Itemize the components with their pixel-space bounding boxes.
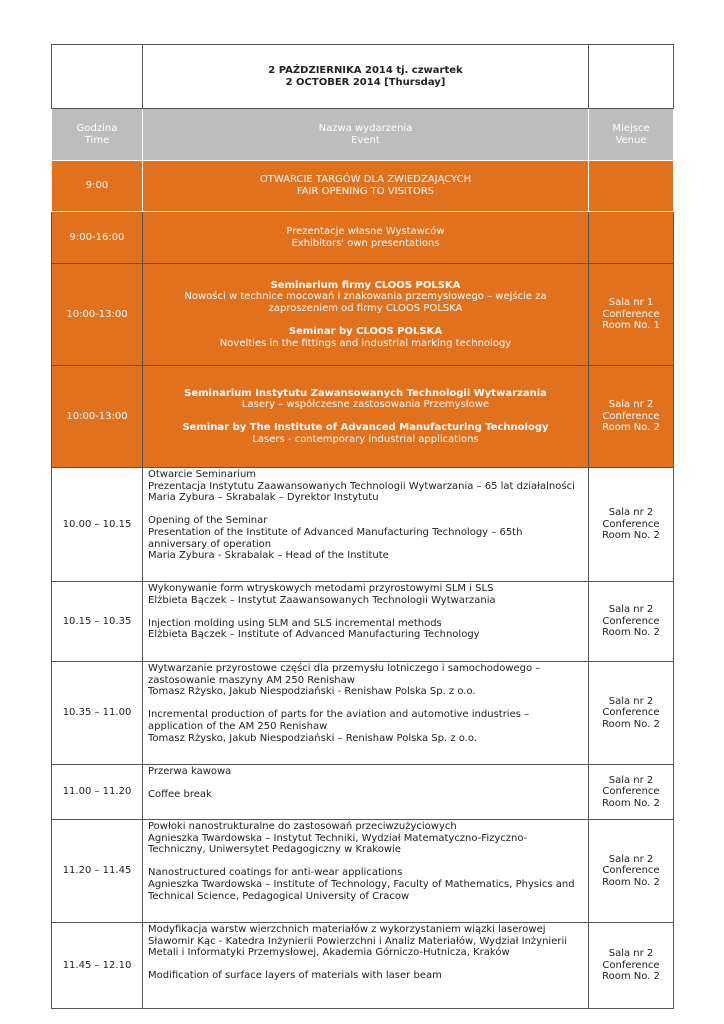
event-cell (143, 582, 589, 662)
venue-line: Room No. 2 (602, 718, 660, 730)
venue-cell (589, 923, 674, 1009)
event-cell (143, 212, 589, 264)
event-desc-pl: Nowości w technice mocowań i znakowania przemysłowego – wejście za zaproszeniem od firmy CLOOS POLSKA (184, 291, 547, 314)
date-cell (143, 45, 589, 109)
event-line-en: Agnieszka Twardowska – Institute of Technology, Faculty of Mathematics, Physics and Technical Science, Pedagogical University of Cracow (148, 878, 575, 902)
event-line-en: Opening of the Seminar (148, 515, 268, 527)
spacer (148, 778, 583, 790)
event-cell (143, 820, 589, 923)
venue-line: Conference (602, 786, 660, 798)
event-column-header (143, 109, 589, 161)
time-cell: 9:00-16:00 (52, 212, 143, 264)
event-line-pl: Modyfikacja warstw wierzchnich materiałów z wykorzystaniem wiązki laserowej (148, 924, 546, 935)
venue-line: Room No. 2 (602, 876, 660, 888)
time-cell: 10.15 – 10.35 (52, 582, 143, 662)
event-line-pl: Elżbieta Bączek – Instytut Zaawansowanych Technologii Wytwarzania (148, 594, 496, 606)
event-line-en: Injection molding using SLM and SLS incremental methods (148, 617, 442, 629)
event-title-pl: Seminarium Instytutu Zawansowanych Technologii Wytwarzania (184, 387, 547, 399)
venue-line: Room No. 2 (602, 422, 660, 434)
time-cell: 10:00-13:00 (52, 264, 143, 366)
venue-line: Room No. 2 (602, 797, 660, 809)
venue-header-en: Venue (615, 134, 647, 146)
table-row (52, 765, 674, 820)
venue-line: Sala nr 2 (608, 948, 654, 960)
spacer (149, 315, 582, 327)
time-cell: 11.00 – 11.20 (52, 765, 143, 820)
event-line-pl: Prezentacja Instytutu Zaawansowanych Technologii Wytwarzania – 65 lat działalności (148, 480, 575, 492)
event-title-en: Seminar by CLOOS POLSKA (288, 326, 443, 338)
empty-cell (589, 45, 674, 109)
venue-line: Sala nr 2 (608, 399, 654, 411)
event-cell (143, 765, 589, 820)
time-cell: 10:00-13:00 (52, 366, 143, 468)
venue-line: Sala nr 2 (608, 695, 654, 707)
event-line-pl: Przerwa kawowa (148, 766, 232, 777)
event-title-en: Seminar by The Institute of Advanced Manufacturing Technology (182, 422, 549, 434)
spacer (148, 698, 583, 710)
event-line-pl: Maria Zybura – Skrabalak – Dyrektor Instytutu (148, 492, 379, 504)
venue-cell (589, 366, 674, 468)
spacer (148, 504, 583, 516)
event-cell (143, 366, 589, 468)
time-cell: 10.00 – 10.15 (52, 468, 143, 582)
venue-line: Sala nr 2 (608, 774, 654, 786)
event-line-pl: Sławomir Kąc - Katedra Inżynierii Powierzchni i Analiz Materiałów, Wydział Inżynierii Metali i Informatyki Przemysłowej, Akademia Górniczo-Hutnicza, Kraków (148, 935, 568, 959)
venue-line: Room No. 2 (602, 530, 660, 542)
event-line-en: Exhibitors' own presentations (291, 237, 440, 249)
event-line-pl: Prezentacje własne Wystawców (286, 225, 445, 237)
time-cell: 11.20 – 11.45 (52, 820, 143, 923)
time-column-header (52, 109, 143, 161)
time-cell: 9:00 (52, 161, 143, 212)
table-row (52, 366, 674, 468)
event-line-pl: Wykonywanie form wtryskowych metodami przyrostowymi SLM i SLS (148, 583, 494, 594)
event-line-pl: Powłoki nanostrukturalne do zastosowań przeciwzużyciowych (148, 821, 457, 832)
venue-line: Conference (602, 615, 660, 627)
spacer (148, 606, 583, 618)
event-line-en: Modification of surface layers of materials with laser beam (148, 970, 442, 982)
venue-line: Sala nr 2 (608, 604, 654, 616)
venue-cell (589, 765, 674, 820)
schedule-table (51, 44, 674, 1009)
event-cell (143, 161, 589, 212)
event-cell (143, 923, 589, 1009)
venue-line: Conference (602, 308, 660, 320)
table-row (52, 161, 674, 212)
table-row (52, 468, 674, 582)
venue-cell (589, 264, 674, 366)
spacer (148, 959, 583, 971)
event-line-pl: Wytwarzanie przyrostowe części dla przemysłu lotniczego i samochodowego – zastosowanie maszyny AM 250 Renishaw (148, 663, 541, 686)
event-header-pl: Nazwa wydarzenia (318, 122, 413, 134)
venue-column-header (589, 109, 674, 161)
table-row (52, 582, 674, 662)
spacer (149, 411, 582, 423)
time-header-en: Time (84, 134, 110, 146)
venue-line: Conference (602, 518, 660, 530)
table-row (52, 662, 674, 765)
event-desc-en: Lasers - contemporary industrial applications (252, 433, 479, 445)
event-line-pl: Tomasz Rżysko, Jakub Niespodziański - Renishaw Polska Sp. z o.o. (148, 686, 476, 698)
event-line-en: Coffee break (148, 789, 212, 801)
venue-line: Conference (602, 959, 660, 971)
event-line-en: Tomasz Rżysko, Jakub Niespodziański – Renishaw Polska Sp. z o.o. (148, 732, 477, 744)
venue-header-pl: Miejsce (612, 122, 650, 134)
time-cell: 11.45 – 12.10 (52, 923, 143, 1009)
event-line-en: Incremental production of parts for the aviation and automotive industries – application of the AM 250 Renishaw (148, 709, 530, 732)
column-header-row (52, 109, 674, 161)
venue-line: Room No. 1 (602, 320, 660, 332)
event-desc-en: Novelties in the fittings and industrial marking technology (219, 337, 512, 349)
table-row (52, 923, 674, 1009)
empty-cell (52, 45, 143, 109)
venue-line: Conference (602, 707, 660, 719)
time-header-pl: Godzina (76, 122, 118, 134)
event-cell (143, 468, 589, 582)
date-en: 2 OCTOBER 2014 [Thursday] (285, 76, 446, 88)
date-pl: 2 PAŹDZIERNIKA 2014 tj. czwartek (268, 64, 463, 76)
event-line-en: Elżbieta Bączek – Institute of Advanced Manufacturing Technology (148, 629, 480, 641)
venue-line: Conference (602, 410, 660, 422)
venue-cell (589, 820, 674, 923)
venue-line: Sala nr 1 (608, 297, 654, 309)
table-row (52, 264, 674, 366)
event-title-pl: Seminarium firmy CLOOS POLSKA (270, 279, 461, 291)
event-title-en: FAIR OPENING TO VISITORS (296, 186, 435, 197)
event-desc-pl: Lasery – współczesne zastosowania Przemysłowe (241, 399, 490, 411)
event-line-en: Nanostructured coatings for anti-wear applications (148, 867, 403, 879)
event-cell (143, 662, 589, 765)
venue-line: Conference (602, 865, 660, 877)
table-row (52, 212, 674, 264)
event-line-en: Presentation of the Institute of Advanced Manufacturing Technology – 65th anniversary of operation (148, 526, 523, 550)
venue-cell (589, 212, 674, 264)
event-line-pl: Otwarcie Seminarium (148, 469, 257, 480)
venue-line: Sala nr 2 (608, 507, 654, 519)
venue-line: Room No. 2 (602, 627, 660, 639)
event-cell (143, 264, 589, 366)
venue-cell (589, 582, 674, 662)
venue-line: Sala nr 2 (608, 853, 654, 865)
table-row (52, 820, 674, 923)
venue-cell (589, 161, 674, 212)
venue-cell (589, 662, 674, 765)
date-header-row (52, 45, 674, 109)
venue-cell (589, 468, 674, 582)
event-title-pl: OTWARCIE TARGÓW DLA ZWIEDZAJĄCYCH (259, 174, 472, 186)
event-line-en: Maria Zybura - Skrabalak – Head of the Institute (148, 550, 389, 562)
event-line-pl: Agnieszka Twardowska – Instytut Techniki, Wydział Matematyczno-Fizyczno-Techniczny, Uniwersytet Pedagogiczny w Krakowie (148, 832, 528, 856)
venue-line: Room No. 2 (602, 971, 660, 983)
time-cell: 10.35 – 11.00 (52, 662, 143, 765)
event-header-en: Event (351, 134, 380, 146)
spacer (148, 856, 583, 868)
